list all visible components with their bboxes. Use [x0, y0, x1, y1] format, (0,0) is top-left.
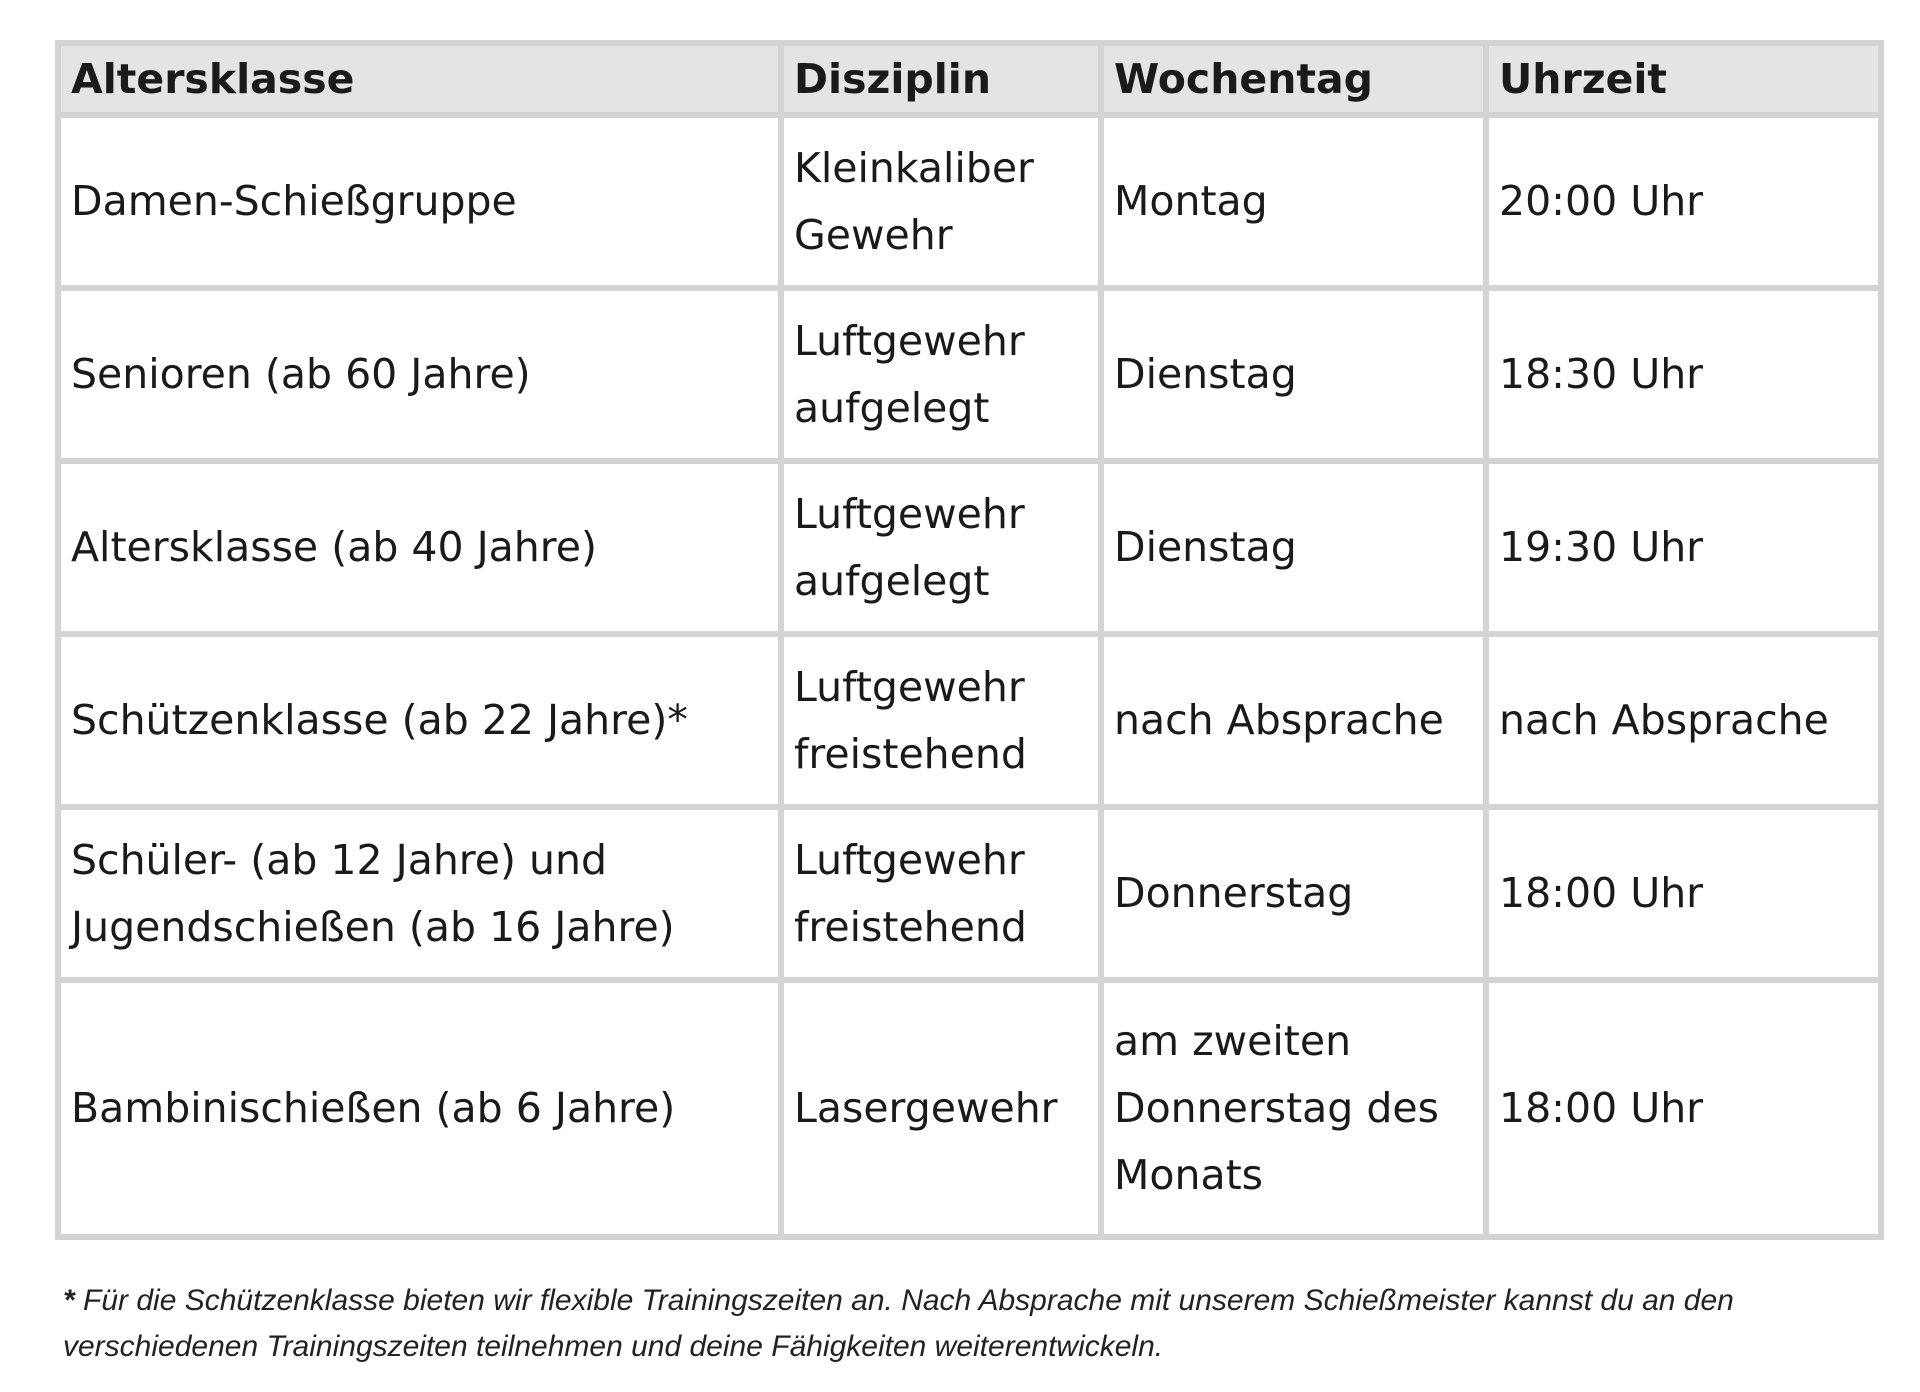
- cell-altersklasse: Altersklasse (ab 40 Jahre): [58, 461, 781, 634]
- table-row: [58, 461, 1881, 634]
- cell-uhrzeit: 19:30 Uhr: [1486, 461, 1881, 634]
- cell-uhrzeit: 18:00 Uhr: [1486, 980, 1881, 1237]
- table-body: [58, 115, 1881, 1237]
- table-row: [58, 980, 1881, 1237]
- column-header-disziplin: Disziplin: [781, 43, 1101, 115]
- table-row: [58, 115, 1881, 288]
- cell-uhrzeit: 18:30 Uhr: [1486, 288, 1881, 461]
- cell-disziplin: Luftgewehr aufgelegt: [781, 461, 1101, 634]
- cell-uhrzeit: 20:00 Uhr: [1486, 115, 1881, 288]
- cell-disziplin: Kleinkaliber Gewehr: [781, 115, 1101, 288]
- cell-altersklasse: Bambinischießen (ab 6 Jahre): [58, 980, 781, 1237]
- cell-wochentag: Montag: [1101, 115, 1486, 288]
- cell-disziplin: Luftgewehr freistehend: [781, 634, 1101, 807]
- header-row: [58, 43, 1881, 115]
- table-row: [58, 634, 1881, 807]
- cell-altersklasse: Damen-Schießgruppe: [58, 115, 781, 288]
- table-row: [58, 288, 1881, 461]
- cell-wochentag: Donnerstag: [1101, 807, 1486, 980]
- cell-disziplin: Lasergewehr: [781, 980, 1101, 1237]
- cell-altersklasse: Schüler- (ab 12 Jahre) und Jugendschießen (ab 16 Jahre): [58, 807, 781, 980]
- cell-wochentag: am zweiten Donnerstag des Monats: [1101, 980, 1486, 1237]
- table-header: [58, 43, 1881, 115]
- cell-wochentag: nach Absprache: [1101, 634, 1486, 807]
- column-header-wochentag: Wochentag: [1101, 43, 1486, 115]
- table-row: [58, 807, 1881, 980]
- footnote-marker: *: [63, 1284, 75, 1317]
- cell-wochentag: Dienstag: [1101, 461, 1486, 634]
- footnote: [63, 1278, 1863, 1370]
- cell-wochentag: Dienstag: [1101, 288, 1486, 461]
- footnote-text: Für die Schützenklasse bieten wir flexible Trainingszeiten an. Nach Absprache mit unserem Schießmeister kannst du an den verschiedenen Trainingszeiten teilnehmen und deine Fähigkeiten weiterentwickeln.: [63, 1284, 1734, 1363]
- schedule-table-container: [55, 40, 1878, 1240]
- cell-uhrzeit: nach Absprache: [1486, 634, 1881, 807]
- cell-disziplin: Luftgewehr aufgelegt: [781, 288, 1101, 461]
- cell-uhrzeit: 18:00 Uhr: [1486, 807, 1881, 980]
- cell-altersklasse: Senioren (ab 60 Jahre): [58, 288, 781, 461]
- cell-altersklasse: Schützenklasse (ab 22 Jahre)*: [58, 634, 781, 807]
- training-schedule-table: [55, 40, 1884, 1240]
- column-header-altersklasse: Altersklasse: [58, 43, 781, 115]
- column-header-uhrzeit: Uhrzeit: [1486, 43, 1881, 115]
- cell-disziplin: Luftgewehr freistehend: [781, 807, 1101, 980]
